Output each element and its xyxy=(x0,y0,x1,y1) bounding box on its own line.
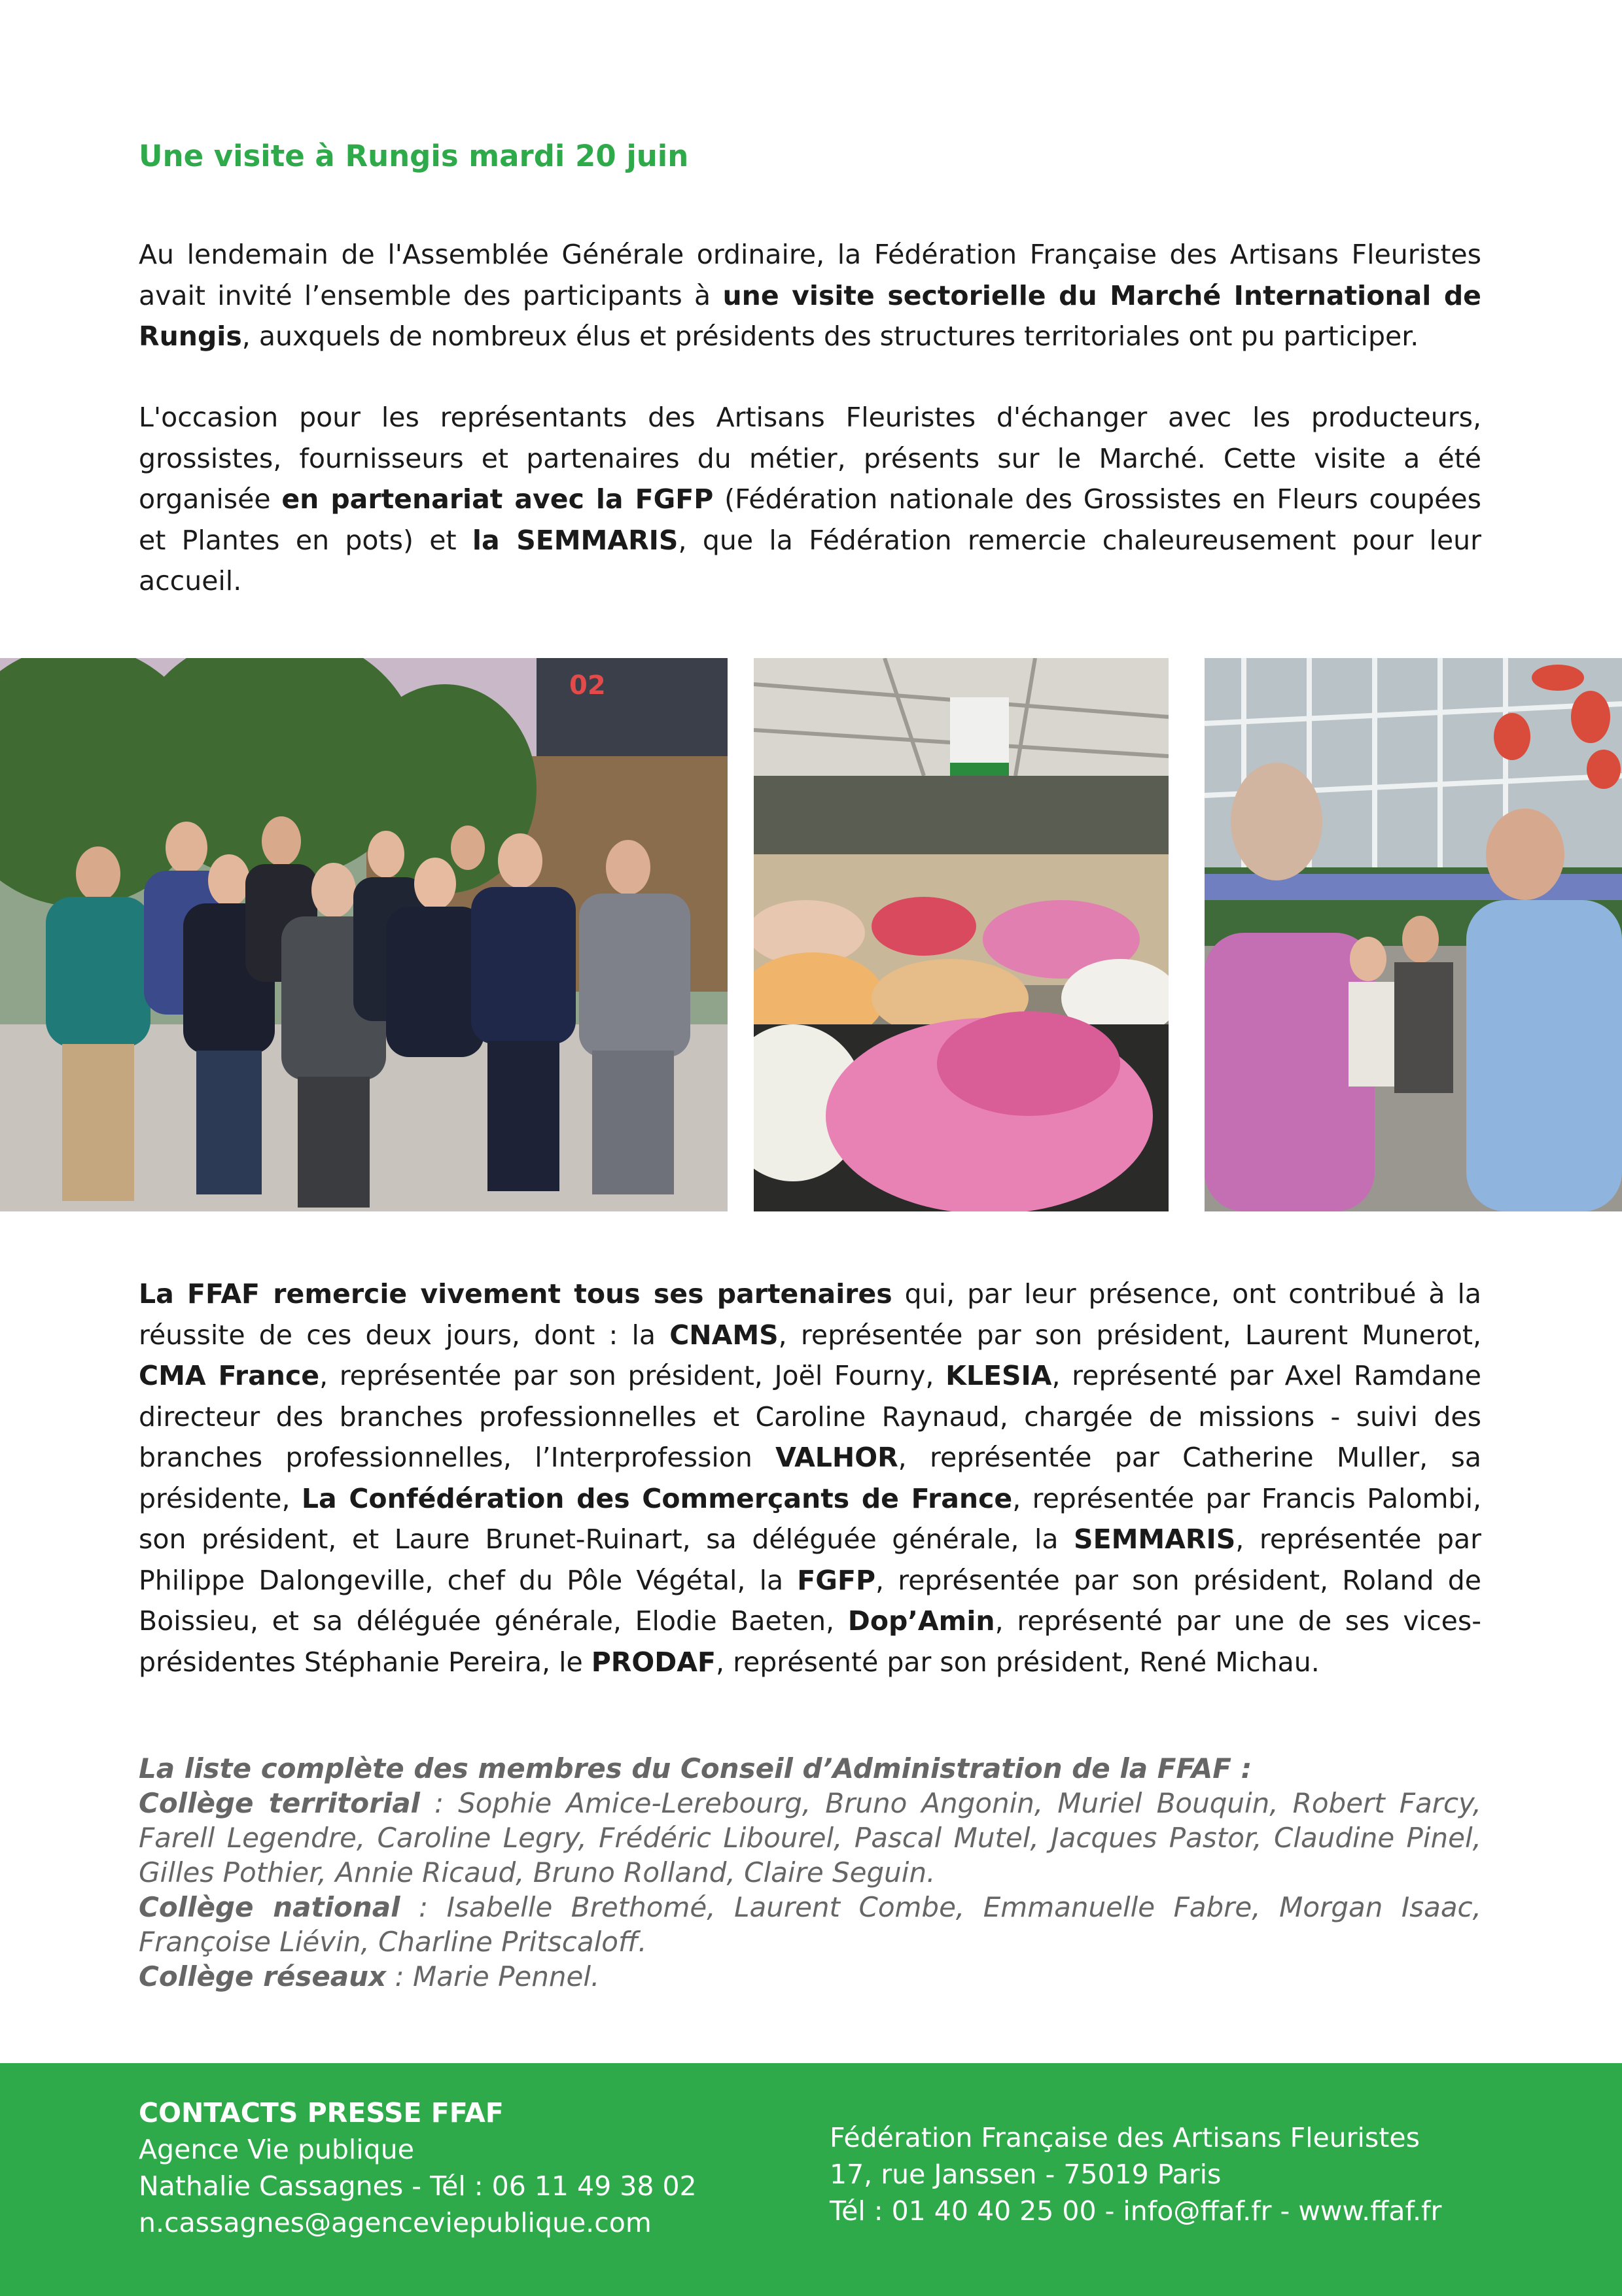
org-name: Fédération Française des Artisans Fleuristes xyxy=(830,2122,1420,2153)
sign-text: 02 xyxy=(569,670,606,701)
press-contact: Nathalie Cassagnes - Tél : 06 11 49 38 02 xyxy=(139,2170,697,2202)
organization-info xyxy=(830,2119,1441,2229)
press-contacts xyxy=(139,2095,697,2241)
press-email-link[interactable]: n.cassagnes@agenceviepublique.com xyxy=(139,2207,652,2238)
footer xyxy=(0,2063,1622,2296)
flower-market-photo xyxy=(754,658,1169,1211)
greenhouse-visit-photo xyxy=(1205,658,1622,1211)
org-address: 17, rue Janssen - 75019 Paris xyxy=(830,2159,1222,2190)
college-national: Collège national : Isabelle Brethomé, Laurent Combe, Emmanuelle Fabre, Morgan Isaac, Françoise Liévin, Charline Pritscaloff. xyxy=(139,1891,1482,1958)
college-territorial: Collège territorial : Sophie Amice-Lerebourg, Bruno Angonin, Muriel Bouquin, Robert Farcy, Farell Legendre, Caroline Legry, Frédéric Libourel, Pascal Mutel, Jacques Pastor, Claudine Pinel, Gilles Pothier, Annie Ricaud, Bruno Rolland, Claire Seguin. xyxy=(139,1787,1481,1888)
occasion-paragraph: L'occasion pour les représentants des Artisans Fleuristes d'échanger avec les producteurs, grossistes, fournisseurs et partenaires du métier, présents sur le Marché. Cette visite a été organisée en partenariat avec la FGFP (Fédération nationale des Grossistes en Fleurs coupées et Plantes en pots) et la SEMMARIS, que la Fédération remercie chaleureusement pour leur accueil. xyxy=(139,402,1482,597)
org-phone-web[interactable]: Tél : 01 40 40 25 00 - info@ffaf.fr - www.ffaf.fr xyxy=(830,2195,1442,2227)
council-list xyxy=(139,1751,1481,1994)
group-photo xyxy=(0,658,728,1211)
college-reseaux: Collège réseaux : Marie Pennel. xyxy=(139,1960,600,1992)
press-agency: Agence Vie publique xyxy=(139,2134,414,2165)
page-title: Une visite à Rungis mardi 20 juin xyxy=(139,139,689,173)
council-heading: La liste complète des membres du Conseil d’Administration de la FFAF : xyxy=(139,1752,1252,1784)
thanks-paragraph: La FFAF remercie vivement tous ses partenaires qui, par leur présence, ont contribué à la réussite de ces deux jours, dont : la CNAMS, représentée par son président, Laurent Munerot, CMA France, représentée par son président, Joël Fourny, KLESIA, représenté par Axel Ramdane directeur des branches professionnelles et Caroline Raynaud, chargée de missions - suivi des branches professionnelles, l’Interprofession VALHOR, représentée par Catherine Muller, sa présidente, La Confédération des Commerçants de France, représentée par Francis Palombi, son président, et Laure Brunet-Ruinart, sa déléguée générale, la SEMMARIS, représentée par Philippe Dalongeville, chef du Pôle Végétal, la FGFP, représentée par son président, Roland de Boissieu, et sa déléguée générale, Elodie Baeten, Dop’Amin, représenté par une de ses vices-présidentes Stéphanie Pereira, le PRODAF, représenté par son président, René Michau. xyxy=(139,1278,1481,1678)
intro-paragraph: Au lendemain de l'Assemblée Générale ordinaire, la Fédération Française des Artisans Fleuristes avait invité l’ensemble des participants à une visite sectorielle du Marché International de Rungis, auxquels de nombreux élus et présidents des structures territoriales ont pu participer. xyxy=(139,239,1481,352)
press-title: CONTACTS PRESSE FFAF xyxy=(139,2097,504,2129)
